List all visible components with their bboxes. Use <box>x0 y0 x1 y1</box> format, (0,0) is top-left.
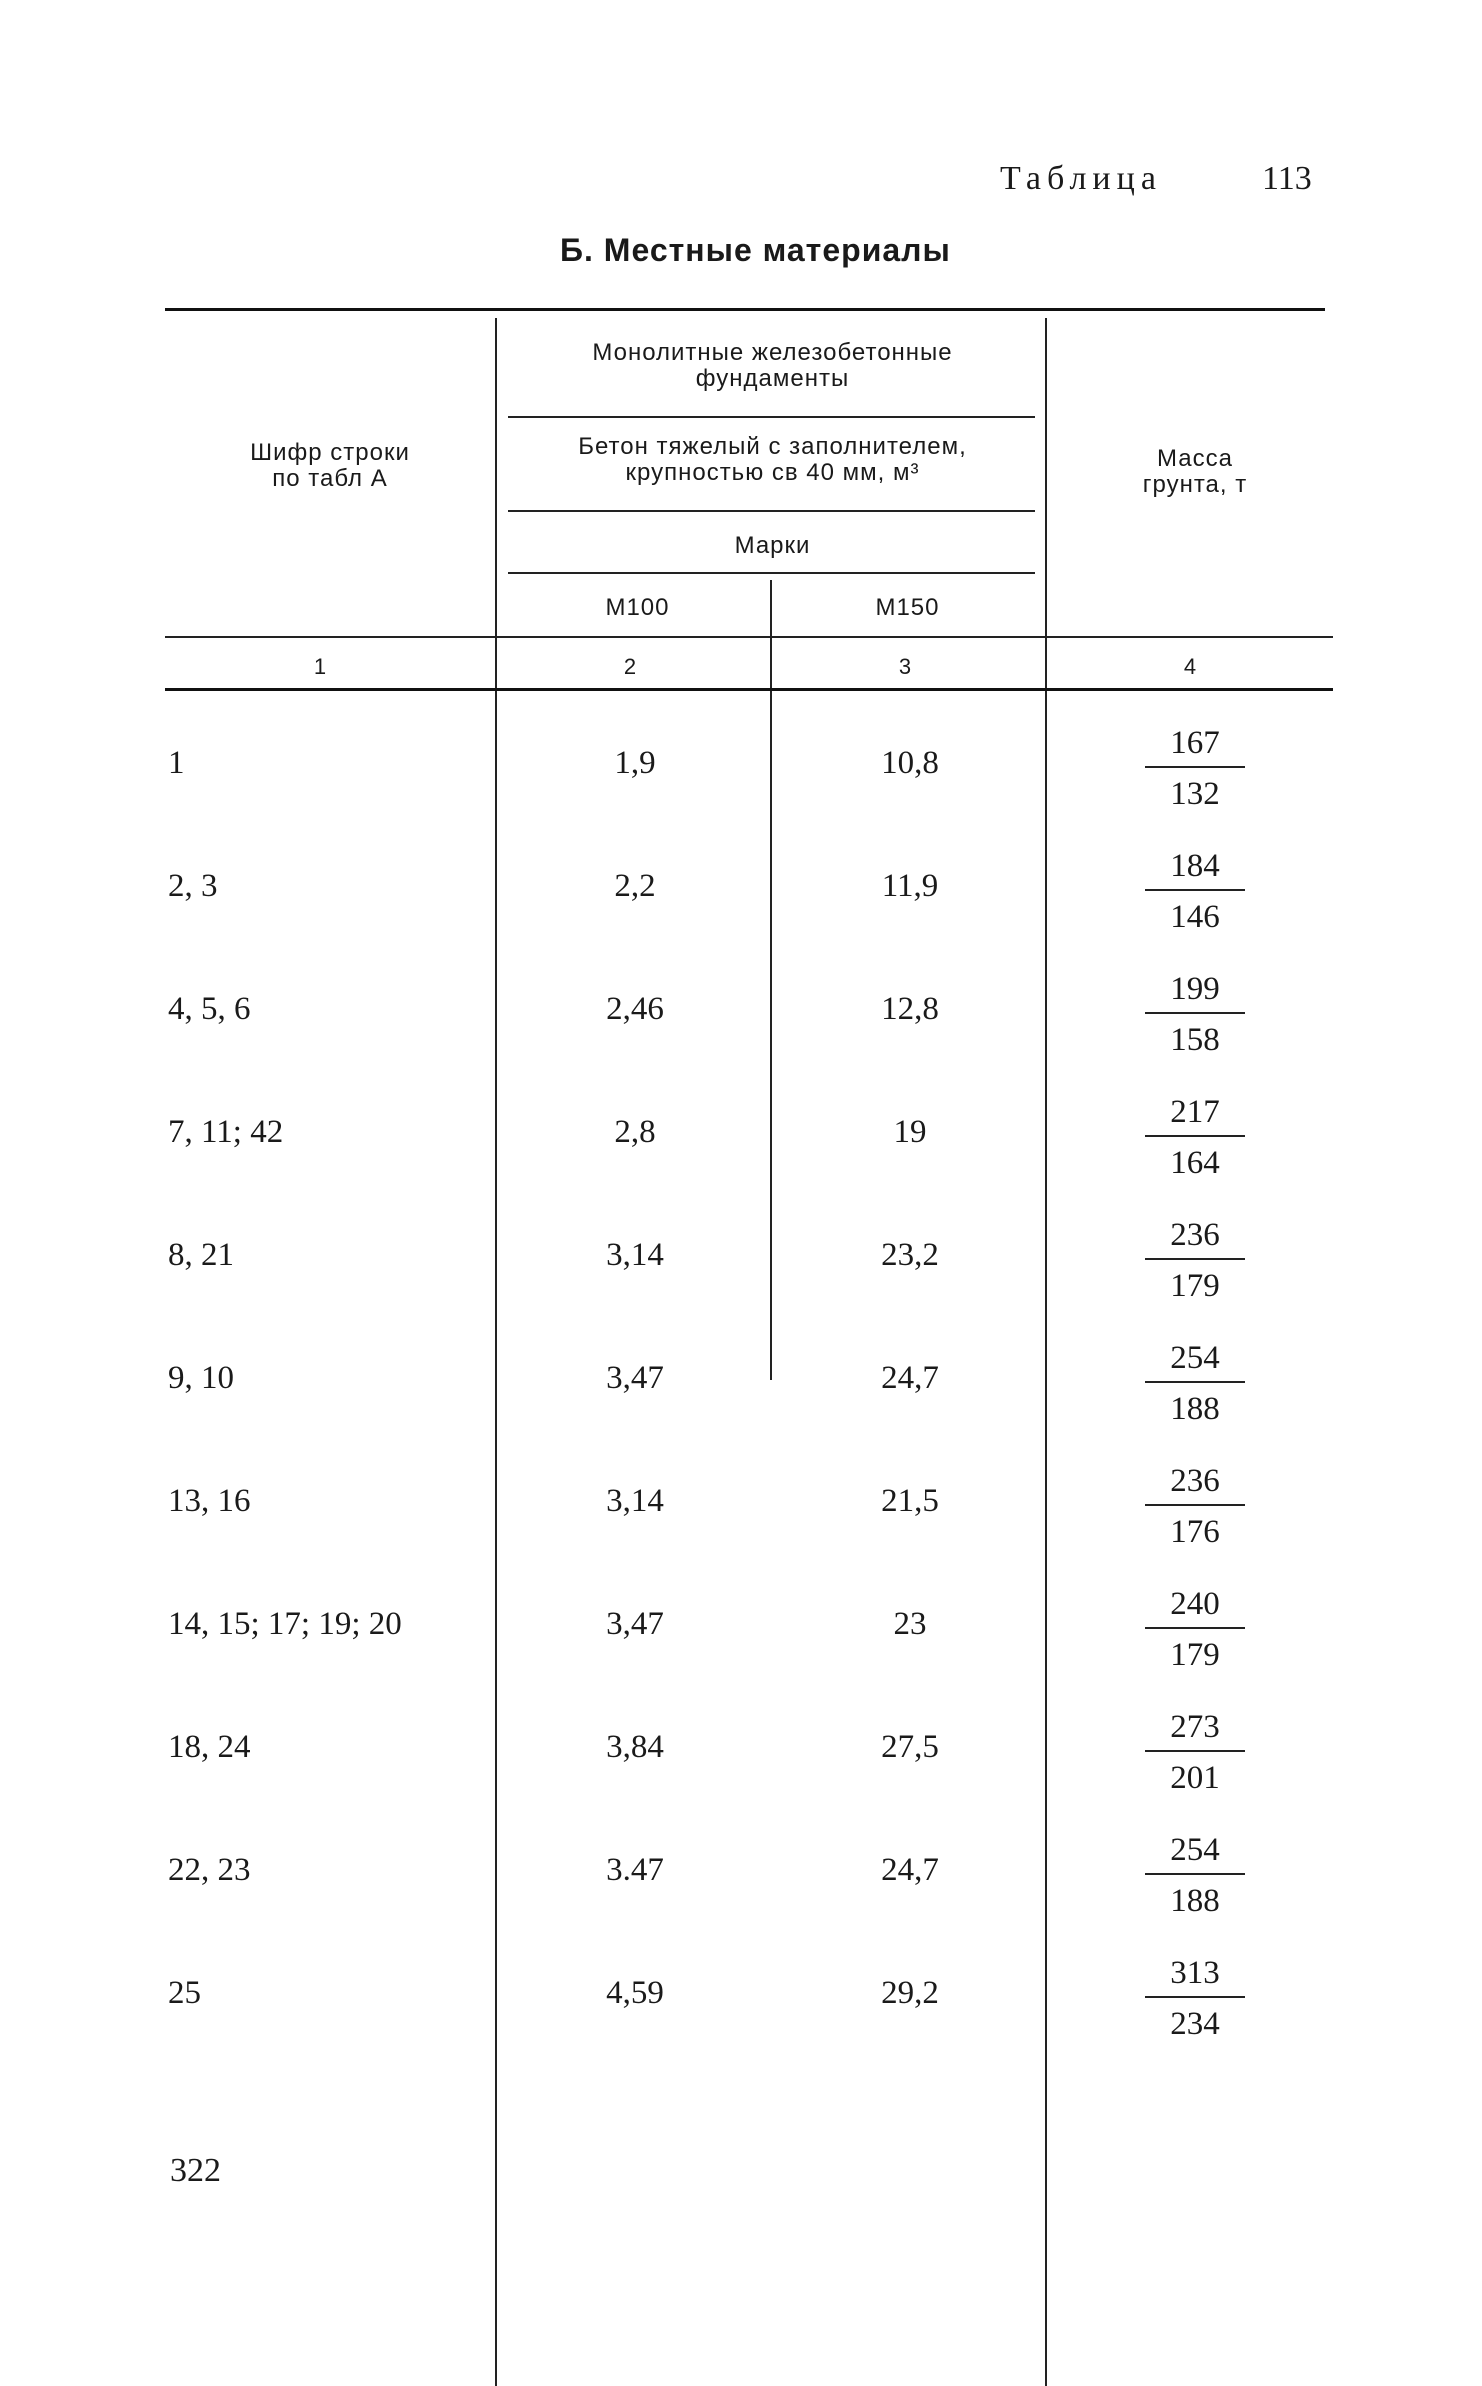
header-marks: Марки <box>734 532 811 559</box>
row-soil-fraction <box>1135 971 1255 1059</box>
group-rule <box>508 416 1035 418</box>
row-cipher: 8, 21 <box>168 1237 234 1273</box>
row-soil-fraction <box>1135 1832 1255 1920</box>
row-m100: 1,9 <box>614 745 656 781</box>
soil-denominator: 132 <box>1170 776 1220 812</box>
soil-denominator: 158 <box>1170 1022 1220 1058</box>
soil-denominator: 201 <box>1170 1760 1220 1796</box>
row-m150: 23,2 <box>881 1237 939 1273</box>
table-label: Таблица <box>1000 160 1162 197</box>
row-m150: 21,5 <box>881 1483 939 1519</box>
concrete-rule <box>508 510 1035 512</box>
table-number: 113 <box>1262 160 1312 197</box>
row-m100: 4,59 <box>606 1975 664 2011</box>
row-m100: 3,47 <box>606 1606 664 1642</box>
row-m150: 24,7 <box>881 1852 939 1888</box>
soil-numerator: 240 <box>1170 1586 1220 1622</box>
row-soil-fraction <box>1135 1340 1255 1428</box>
row-cipher: 1 <box>168 745 185 781</box>
header-group: Монолитные железобетонные фундаменты <box>592 339 953 393</box>
soil-denominator: 176 <box>1170 1514 1220 1550</box>
row-m150: 19 <box>893 1114 927 1150</box>
soil-numerator: 273 <box>1170 1709 1220 1745</box>
row-m100: 3,84 <box>606 1729 664 1765</box>
header-concrete: Бетон тяжелый с заполнителем, крупностью св 40 мм, м³ <box>578 433 967 487</box>
row-cipher: 14, 15; 17; 19; 20 <box>168 1606 402 1642</box>
soil-numerator: 167 <box>1170 725 1220 761</box>
row-m150: 12,8 <box>881 991 939 1027</box>
row-cipher: 2, 3 <box>168 868 218 904</box>
row-soil-fraction <box>1135 1094 1255 1182</box>
row-m100: 3.47 <box>606 1852 664 1888</box>
row-m150: 23 <box>893 1606 927 1642</box>
row-m100: 3,14 <box>606 1483 664 1519</box>
row-m150: 29,2 <box>881 1975 939 2011</box>
marks-rule <box>508 572 1035 574</box>
row-cipher: 25 <box>168 1975 201 2011</box>
page-number: 322 <box>170 2152 221 2189</box>
row-soil-fraction <box>1135 1955 1255 2043</box>
row-soil-fraction <box>1135 1463 1255 1551</box>
column-number-rule <box>165 688 1333 691</box>
soil-denominator: 146 <box>1170 899 1220 935</box>
soil-denominator: 188 <box>1170 1391 1220 1427</box>
row-m100: 2,2 <box>614 868 656 904</box>
row-cipher: 9, 10 <box>168 1360 234 1396</box>
row-m100: 2,8 <box>614 1114 656 1150</box>
soil-numerator: 236 <box>1170 1217 1220 1253</box>
row-cipher: 4, 5, 6 <box>168 991 251 1027</box>
top-rule <box>165 308 1325 311</box>
soil-numerator: 199 <box>1170 971 1220 1007</box>
column-divider-2 <box>770 580 772 1380</box>
soil-denominator: 164 <box>1170 1145 1220 1181</box>
row-cipher: 22, 23 <box>168 1852 251 1888</box>
row-soil-fraction <box>1135 1586 1255 1674</box>
column-number-4: 4 <box>1183 654 1197 679</box>
soil-numerator: 184 <box>1170 848 1220 884</box>
header-soil: Масса грунта, т <box>1142 445 1248 499</box>
column-divider-3 <box>1045 318 1047 2386</box>
row-cipher: 7, 11; 42 <box>168 1114 284 1150</box>
header-m150: М150 <box>875 594 940 621</box>
row-m100: 3,47 <box>606 1360 664 1396</box>
row-cipher: 18, 24 <box>168 1729 251 1765</box>
column-divider-1 <box>495 318 497 2386</box>
column-number-2: 2 <box>623 654 637 679</box>
soil-denominator: 188 <box>1170 1883 1220 1919</box>
row-m100: 2,46 <box>606 991 664 1027</box>
header-bottom-rule <box>165 636 1333 638</box>
row-soil-fraction <box>1135 1217 1255 1305</box>
row-m150: 27,5 <box>881 1729 939 1765</box>
header-m100: М100 <box>605 594 670 621</box>
row-soil-fraction <box>1135 725 1255 813</box>
row-m150: 24,7 <box>881 1360 939 1396</box>
soil-denominator: 179 <box>1170 1268 1220 1304</box>
soil-numerator: 313 <box>1170 1955 1220 1991</box>
soil-numerator: 217 <box>1170 1094 1220 1130</box>
soil-numerator: 236 <box>1170 1463 1220 1499</box>
row-m150: 11,9 <box>881 868 939 904</box>
row-m100: 3,14 <box>606 1237 664 1273</box>
soil-numerator: 254 <box>1170 1340 1220 1376</box>
soil-denominator: 179 <box>1170 1637 1220 1673</box>
row-soil-fraction <box>1135 848 1255 936</box>
header-cipher: Шифр строки по табл А <box>250 439 410 493</box>
column-number-3: 3 <box>898 654 912 679</box>
row-cipher: 13, 16 <box>168 1483 251 1519</box>
column-number-1: 1 <box>313 654 327 679</box>
soil-denominator: 234 <box>1170 2006 1220 2042</box>
soil-numerator: 254 <box>1170 1832 1220 1868</box>
row-soil-fraction <box>1135 1709 1255 1797</box>
table-title: Б. Местные материалы <box>560 232 951 268</box>
row-m150: 10,8 <box>881 745 939 781</box>
